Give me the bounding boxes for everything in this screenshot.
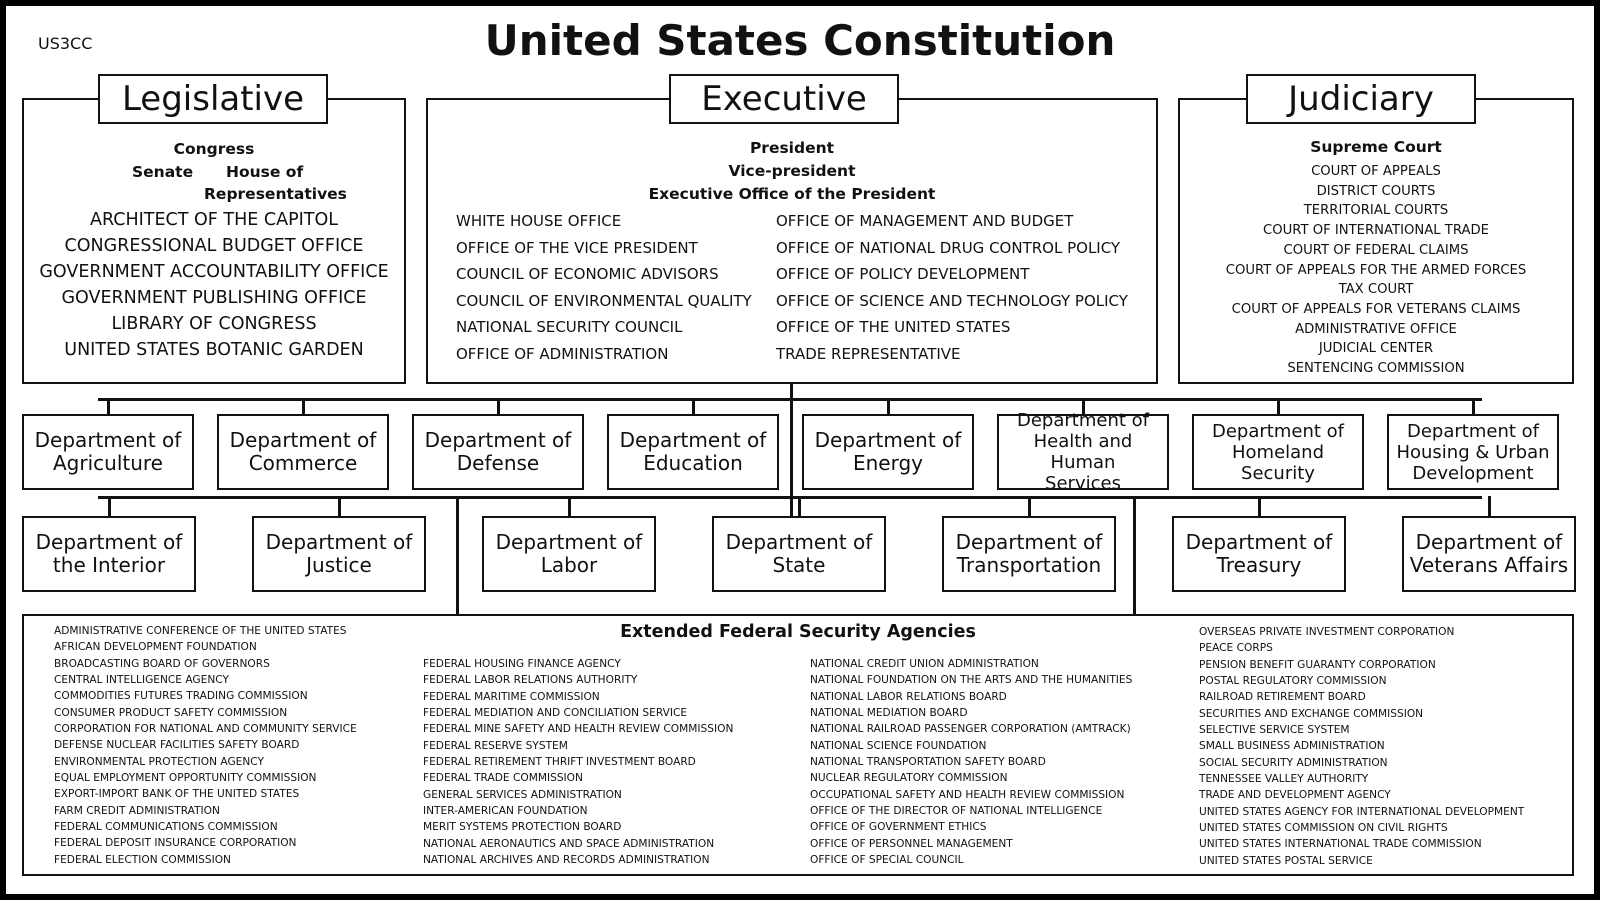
congress-heading: Congress <box>173 140 255 158</box>
agency-item: EXPORT-IMPORT BANK OF THE UNITED STATES <box>54 788 300 801</box>
department-box <box>942 516 1116 592</box>
department-name-line: Department of <box>34 428 182 452</box>
agency-item: NATIONAL FOUNDATION ON THE ARTS AND THE HUMANITIES <box>810 674 1133 687</box>
agency-item: CORPORATION FOR NATIONAL AND COMMUNITY SERVICE <box>54 723 357 736</box>
agency-item: FEDERAL MARITIME COMMISSION <box>423 690 600 703</box>
department-name-line: Department of <box>725 530 873 554</box>
department-box <box>1192 414 1364 490</box>
department-name-line: Department of <box>1017 410 1149 431</box>
executive-office-item: OFFICE OF POLICY DEVELOPMENT <box>776 265 1030 284</box>
agency-item: CONSUMER PRODUCT SAFETY COMMISSION <box>54 706 288 719</box>
agency-item: EQUAL EMPLOYMENT OPPORTUNITY COMMISSION <box>54 772 317 785</box>
executive-office-item: WHITE HOUSE OFFICE <box>456 212 622 230</box>
department-name-line: Department of <box>955 530 1103 554</box>
agency-item: SELECTIVE SERVICE SYSTEM <box>1199 724 1350 737</box>
legislative-office-item: GOVERNMENT PUBLISHING OFFICE <box>61 288 367 308</box>
agency-item: CENTRAL INTELLIGENCE AGENCY <box>54 674 229 687</box>
department-box <box>712 516 886 592</box>
executive-office-item: TRADE REPRESENTATIVE <box>776 344 961 363</box>
agency-item: NATIONAL LABOR RELATIONS BOARD <box>810 690 1007 703</box>
connector-stub <box>108 496 111 518</box>
extended-connector-left <box>456 496 459 616</box>
legislative-office-item: GOVERNMENT ACCOUNTABILITY OFFICE <box>39 262 389 282</box>
agency-item: COMMODITIES FUTURES TRADING COMMISSION <box>54 690 308 703</box>
department-name-line: Department of <box>1185 530 1333 554</box>
judiciary-tab: Judiciary <box>1246 74 1476 124</box>
corner-label: US3CC <box>38 34 93 53</box>
department-name-line: Justice <box>306 553 372 577</box>
department-name-line: Labor <box>540 553 598 577</box>
agency-item: FEDERAL ELECTION COMMISSION <box>54 853 231 866</box>
department-name-line: Department of <box>495 530 643 554</box>
agency-item: INTER-AMERICAN FOUNDATION <box>423 805 588 818</box>
agency-item: OVERSEAS PRIVATE INVESTMENT CORPORATION <box>1199 626 1455 638</box>
department-name-line: State <box>772 553 826 577</box>
agency-item: NATIONAL MEDIATION BOARD <box>810 707 968 720</box>
agency-item: DEFENSE NUCLEAR FACILITIES SAFETY BOARD <box>54 739 300 752</box>
department-name-line: Department of <box>1407 420 1539 442</box>
executive-office-list-right <box>776 208 1128 368</box>
department-name-line: Commerce <box>248 451 358 475</box>
court-item: SENTENCING COMMISSION <box>1287 361 1465 377</box>
agency-item: ENVIRONMENTAL PROTECTION AGENCY <box>54 755 264 768</box>
department-name-line: Homeland <box>1231 441 1325 463</box>
agency-item: FEDERAL MINE SAFETY AND HEALTH REVIEW COMMISSION <box>423 723 734 736</box>
agency-item: FEDERAL TRADE COMMISSION <box>423 772 583 785</box>
court-item: DISTRICT COURTS <box>1316 183 1436 199</box>
agency-item: FEDERAL MEDIATION AND CONCILIATION SERVICE <box>423 707 688 720</box>
department-name-line: Department of <box>265 530 413 554</box>
extended-column-2 <box>423 656 733 868</box>
court-item: COURT OF INTERNATIONAL TRADE <box>1263 223 1489 239</box>
legislative-tab: Legislative <box>98 74 328 124</box>
department-name-line: Department of <box>229 428 377 452</box>
executive-panel <box>426 98 1158 384</box>
court-item: JUDICIAL CENTER <box>1318 341 1434 357</box>
department-box <box>997 410 1169 494</box>
agency-item: BROADCASTING BOARD OF GOVERNORS <box>54 657 270 670</box>
department-name-line: Department of <box>35 530 183 554</box>
agency-item: TRADE AND DEVELOPMENT AGENCY <box>1199 789 1391 802</box>
agency-item: NATIONAL CREDIT UNION ADMINISTRATION <box>810 658 1039 670</box>
agency-item: OFFICE OF SPECIAL COUNCIL <box>810 854 964 867</box>
extended-column-1 <box>54 623 357 868</box>
department-box <box>22 516 196 592</box>
executive-office-item: COUNCIL OF ECONOMIC ADVISORS <box>456 265 719 284</box>
agency-item: FEDERAL RESERVE SYSTEM <box>423 739 568 752</box>
agency-item: UNITED STATES POSTAL SERVICE <box>1199 854 1373 867</box>
department-name-line: Department of <box>1415 530 1563 554</box>
department-box <box>1387 414 1559 490</box>
agency-item: UNITED STATES AGENCY FOR INTERNATIONAL DEVELOPMENT <box>1199 805 1525 818</box>
agency-item: RAILROAD RETIREMENT BOARD <box>1199 691 1366 704</box>
agency-item: PENSION BENEFIT GUARANTY CORPORATION <box>1199 658 1436 671</box>
department-box <box>1172 516 1346 592</box>
judiciary-panel <box>1178 98 1574 384</box>
agency-item: SMALL BUSINESS ADMINISTRATION <box>1199 740 1385 753</box>
agency-item: OFFICE OF THE DIRECTOR OF NATIONAL INTELLIGENCE <box>810 805 1103 818</box>
legislative-office-item: ARCHITECT OF THE CAPITOL <box>89 210 338 230</box>
executive-office-item: COUNCIL OF ENVIRONMENTAL QUALITY <box>456 291 752 310</box>
agency-item: NATIONAL AERONAUTICS AND SPACE ADMINISTRATION <box>423 837 715 850</box>
agency-item: NATIONAL TRANSPORTATION SAFETY BOARD <box>810 756 1046 769</box>
department-box <box>482 516 656 592</box>
executive-tab: Executive <box>669 74 899 124</box>
legislative-office-item: UNITED STATES BOTANIC GARDEN <box>64 340 364 360</box>
legislative-office-list <box>24 207 404 363</box>
agency-item: SECURITIES AND EXCHANGE COMMISSION <box>1199 707 1424 720</box>
connector-stub <box>338 496 341 518</box>
agency-item: OCCUPATIONAL SAFETY AND HEALTH REVIEW COMMISSION <box>810 788 1125 801</box>
extended-heading: Extended Federal Security Agencies <box>620 622 976 642</box>
department-name-line: Health and Human <box>1033 431 1133 473</box>
agency-item: MERIT SYSTEMS PROTECTION BOARD <box>423 821 622 834</box>
department-name-line: Education <box>643 451 743 475</box>
house-label-line1: House of <box>226 163 304 181</box>
agency-item: FEDERAL DEPOSIT INSURANCE CORPORATION <box>54 837 297 850</box>
executive-office-item: OFFICE OF MANAGEMENT AND BUDGET <box>776 212 1074 230</box>
court-item: COURT OF APPEALS FOR VETERANS CLAIMS <box>1231 301 1521 317</box>
department-name-line: Transportation <box>956 553 1102 577</box>
court-item: TERRITORIAL COURTS <box>1303 203 1449 219</box>
department-name-line: Treasury <box>1216 553 1302 577</box>
department-name-line: Energy <box>852 451 923 475</box>
page-title: United States Constitution <box>484 16 1116 65</box>
agency-item: TENNESSEE VALLEY AUTHORITY <box>1199 773 1369 786</box>
agency-item: AFRICAN DEVELOPMENT FOUNDATION <box>54 641 257 654</box>
department-box <box>607 414 779 490</box>
agency-item: POSTAL REGULATORY COMMISSION <box>1199 675 1387 688</box>
agency-item: FEDERAL RETIREMENT THRIFT INVESTMENT BOARD <box>423 756 696 769</box>
senate-label: Senate <box>132 163 194 181</box>
department-name-line: Housing & Urban <box>1396 441 1550 463</box>
department-name-line: Department of <box>619 428 767 452</box>
department-box <box>217 414 389 490</box>
department-name-line: the Interior <box>52 553 166 577</box>
judiciary-court-list <box>1180 162 1572 379</box>
house-label-line2: Representatives <box>204 185 347 203</box>
court-item: TAX COURT <box>1338 282 1414 298</box>
agency-item: NATIONAL ARCHIVES AND RECORDS ADMINISTRATION <box>423 854 710 867</box>
agency-item: NATIONAL SCIENCE FOUNDATION <box>810 739 987 752</box>
agency-item: PEACE CORPS <box>1199 642 1273 655</box>
agency-item: UNITED STATES COMMISSION ON CIVIL RIGHTS <box>1199 822 1448 835</box>
executive-office-item: OFFICE OF THE UNITED STATES <box>776 318 1011 337</box>
court-item: COURT OF APPEALS FOR THE ARMED FORCES <box>1225 262 1527 278</box>
department-name-line: Defense <box>456 451 540 475</box>
department-name-line: Agriculture <box>52 451 163 475</box>
agency-item: FEDERAL HOUSING FINANCE AGENCY <box>423 658 621 670</box>
connector-stub <box>1488 496 1491 518</box>
extended-connector-right <box>1133 496 1136 616</box>
agency-item: UNITED STATES INTERNATIONAL TRADE COMMISSION <box>1199 838 1482 851</box>
trunk-line-mid <box>790 398 793 518</box>
court-item: COURT OF APPEALS <box>1311 164 1441 179</box>
extended-column-4 <box>1199 624 1524 869</box>
department-name-line: Services <box>1045 473 1121 494</box>
executive-office-item: NATIONAL SECURITY COUNCIL <box>456 318 683 337</box>
vice-president-label: Vice-president <box>728 162 856 180</box>
executive-office-item: OFFICE OF SCIENCE AND TECHNOLOGY POLICY <box>776 291 1128 310</box>
department-name-line: Security <box>1241 462 1315 484</box>
legislative-office-item: LIBRARY OF CONGRESS <box>111 314 317 334</box>
department-box <box>252 516 426 592</box>
department-name-line: Department of <box>814 428 962 452</box>
agency-item: OFFICE OF GOVERNMENT ETHICS <box>810 821 987 834</box>
department-name-line: Veterans Affairs <box>1409 553 1569 577</box>
agency-item: FEDERAL COMMUNICATIONS COMMISSION <box>54 821 278 834</box>
agency-item: NUCLEAR REGULATORY COMMISSION <box>810 772 1008 785</box>
agency-item: ADMINISTRATIVE CONFERENCE OF THE UNITED STATES <box>54 625 347 637</box>
department-name-line: Development <box>1412 462 1534 484</box>
bus-line-row2 <box>98 496 1482 499</box>
department-box <box>1402 516 1576 592</box>
department-box <box>22 414 194 490</box>
agency-item: FEDERAL LABOR RELATIONS AUTHORITY <box>423 674 638 687</box>
supreme-court-heading: Supreme Court <box>1310 138 1442 156</box>
legislative-panel <box>22 98 406 384</box>
agency-item: NATIONAL RAILROAD PASSENGER CORPORATION (AMTRACK) <box>810 723 1131 736</box>
extended-agencies-panel <box>22 614 1574 876</box>
agency-item: SOCIAL SECURITY ADMINISTRATION <box>1199 756 1388 769</box>
agency-item: FARM CREDIT ADMINISTRATION <box>54 804 220 817</box>
executive-office-item: OFFICE OF NATIONAL DRUG CONTROL POLICY <box>776 238 1121 257</box>
connector-stub <box>798 496 801 518</box>
executive-office-list-left <box>456 208 752 368</box>
agency-item: GENERAL SERVICES ADMINISTRATION <box>423 788 622 801</box>
department-name-line: Department of <box>1212 420 1344 442</box>
department-box <box>802 414 974 490</box>
executive-office-item: OFFICE OF THE VICE PRESIDENT <box>456 238 698 257</box>
eop-label: Executive Office of the President <box>648 185 936 203</box>
connector-stub <box>1028 496 1031 518</box>
president-label: President <box>749 139 835 157</box>
legislative-office-item: CONGRESSIONAL BUDGET OFFICE <box>64 236 364 256</box>
executive-office-item: OFFICE OF ADMINISTRATION <box>456 344 669 363</box>
diagram-canvas <box>6 6 1594 894</box>
court-item: COURT OF FEDERAL CLAIMS <box>1283 242 1469 258</box>
connector-stub <box>1258 496 1261 518</box>
department-name-line: Department of <box>424 428 572 452</box>
court-item: ADMINISTRATIVE OFFICE <box>1295 321 1457 337</box>
connector-stub <box>568 496 571 518</box>
department-box <box>412 414 584 490</box>
agency-item: OFFICE OF PERSONNEL MANAGEMENT <box>810 837 1013 850</box>
extended-column-3 <box>810 656 1132 868</box>
